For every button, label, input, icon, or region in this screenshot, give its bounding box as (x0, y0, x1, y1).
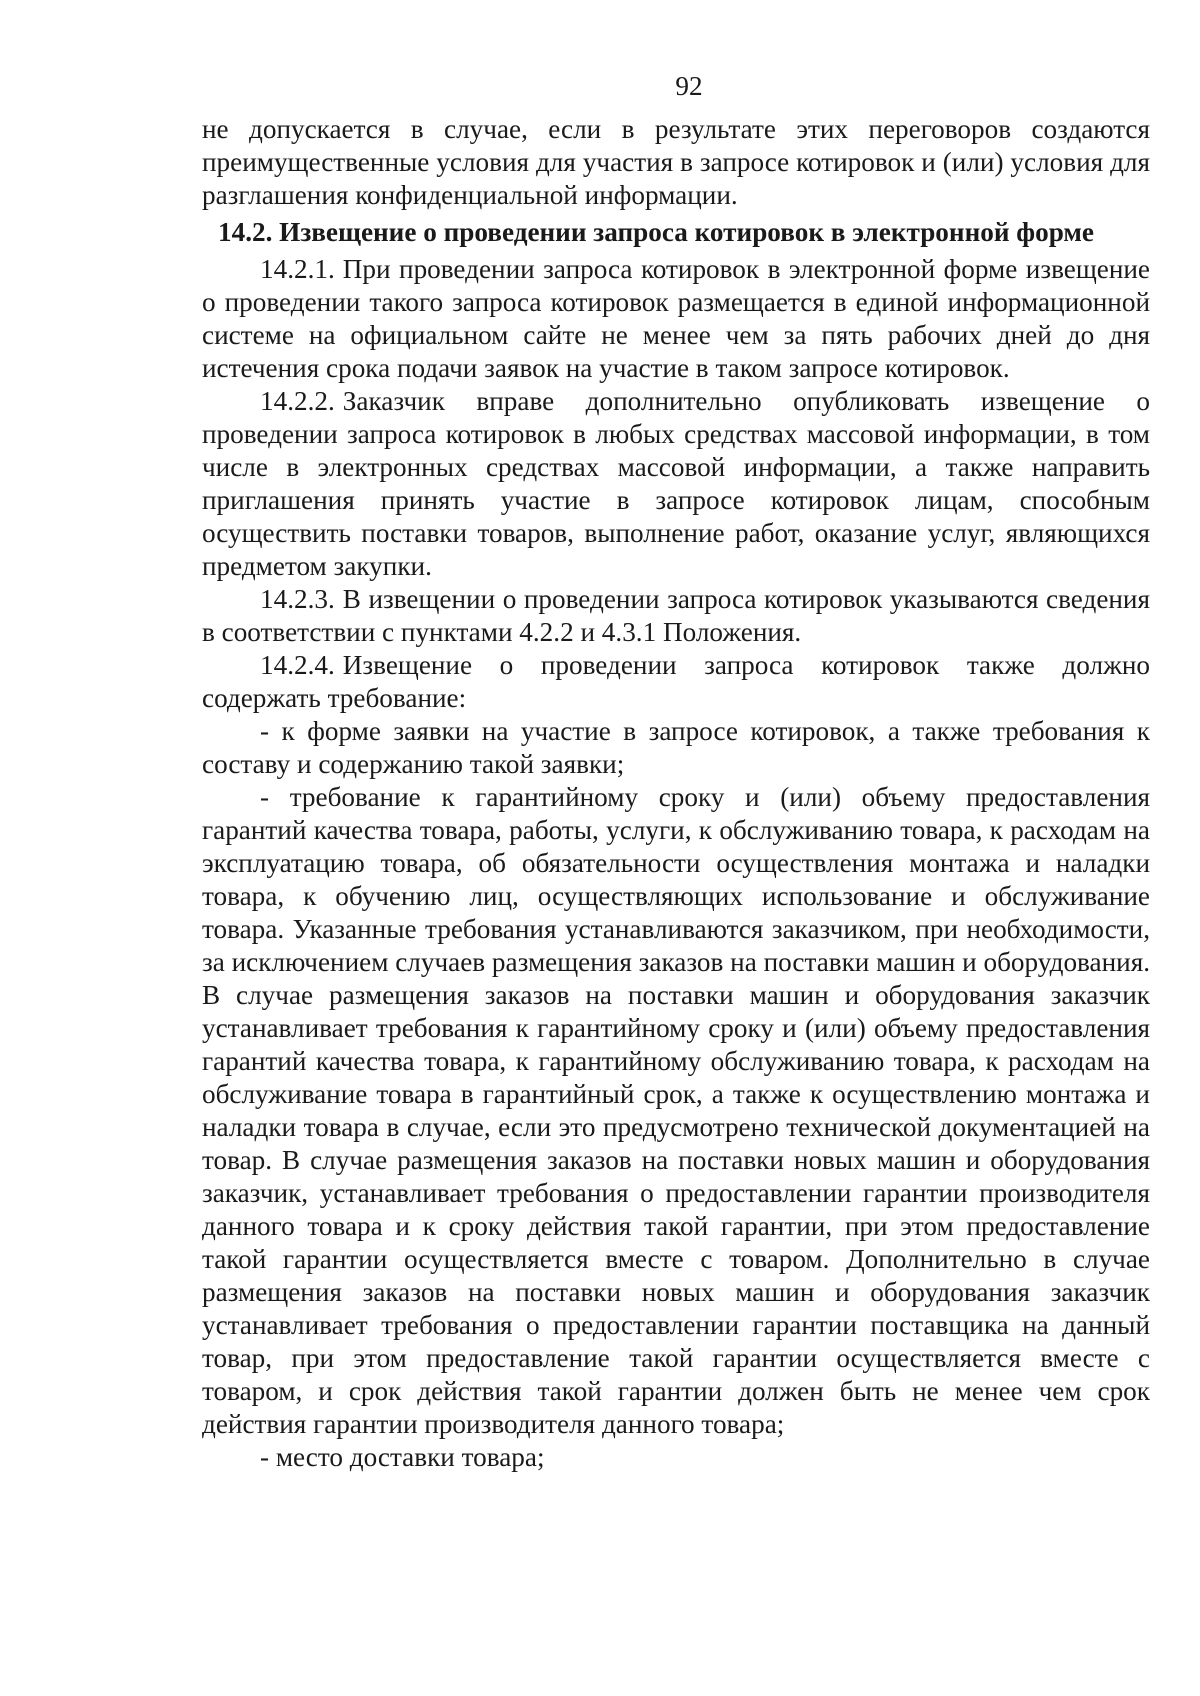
requirement-item: - к форме заявки на участие в запросе котировок, а также требования к составу и содержанию такой заявки; (202, 716, 1150, 779)
clause-text: В извещении о проведении запроса котировок указываются сведения в соответствии с пунктами 4.2.2 и 4.3.1 Положения. (202, 584, 1150, 647)
clause-number: 14.2.4. (260, 650, 335, 680)
clause-14-2-3 (202, 583, 1150, 649)
requirement-item: - требование к гарантийному сроку и (или) объему предоставления гарантий качества товара, работы, услуги, к обслуживанию товара, к расходам на эксплуатацию товара, об обязательности осуществления монтажа и наладки товара, к обучению лиц, осуществляющих использование и обслуживание товара. Указанные требования устанавливаются заказчиком, при необходимости, за исключением случаев размещения заказов на поставки машин и оборудования. В случае размещения заказов на поставки машин и оборудования заказчик устанавливает требования к гарантийному сроку и (или) объему предоставления гарантий качества товара, к гарантийному обслуживанию товара, к расходам на обслуживание товара в гарантийный срок, а также к осуществлению монтажа и наладки товара в случае, если это предусмотрено технической документацией на товар. В случае размещения заказов на поставки новых машин и оборудования заказчик, устанавливает требования о предоставлении гарантии производителя данного товара и к сроку действия такой гарантии, при этом предоставление такой гарантии осуществляется вместе с товаром. Дополнительно в случае размещения заказов на поставки новых машин и оборудования заказчик устанавливает требования о предоставлении гарантии поставщика на данный товар, при этом предоставление такой гарантии осуществляется вместе с товаром, и срок действия такой гарантии должен быть не менее чем срок действия гарантии производителя данного товара; (202, 782, 1150, 1439)
requirement-item: - место доставки товара; (260, 1442, 545, 1472)
document-page (202, 70, 1150, 1474)
clause-14-2-2 (202, 385, 1150, 583)
clause-text: Извещение о проведении запроса котировок также должно содержать требование: (202, 650, 1150, 713)
continuation-paragraph: не допускается в случае, если в результате этих переговоров создаются преимущественные условия для участия в запросе котировок и (или) условия для разглашения конфиденциальной информации. (202, 114, 1150, 210)
clause-14-2-4 (202, 649, 1150, 715)
clause-14-2-1 (202, 253, 1150, 385)
clause-text: Заказчик вправе дополнительно опубликовать извещение о проведении запроса котировок в любых средствах массовой информации, в том числе в электронных средствах массовой информации, а также направить приглашения принять участие в запросе котировок лицам, способным осуществить поставки товаров, выполнение работ, оказание услуг, являющихся предметом закупки. (202, 386, 1150, 581)
clause-number: 14.2.2. (260, 386, 335, 416)
clause-number: 14.2.1. (260, 254, 335, 284)
clause-number: 14.2.3. (260, 584, 335, 614)
section-heading: 14.2. Извещение о проведении запроса котировок в электронной форме (218, 217, 1094, 247)
page-number: 92 (675, 71, 703, 101)
clause-text: При проведении запроса котировок в электронной форме извещение о проведении такого запроса котировок размещается в единой информационной системе на официальном сайте не менее чем за пять рабочих дней до дня истечения срока подачи заявок на участие в таком запросе котировок. (202, 254, 1150, 383)
